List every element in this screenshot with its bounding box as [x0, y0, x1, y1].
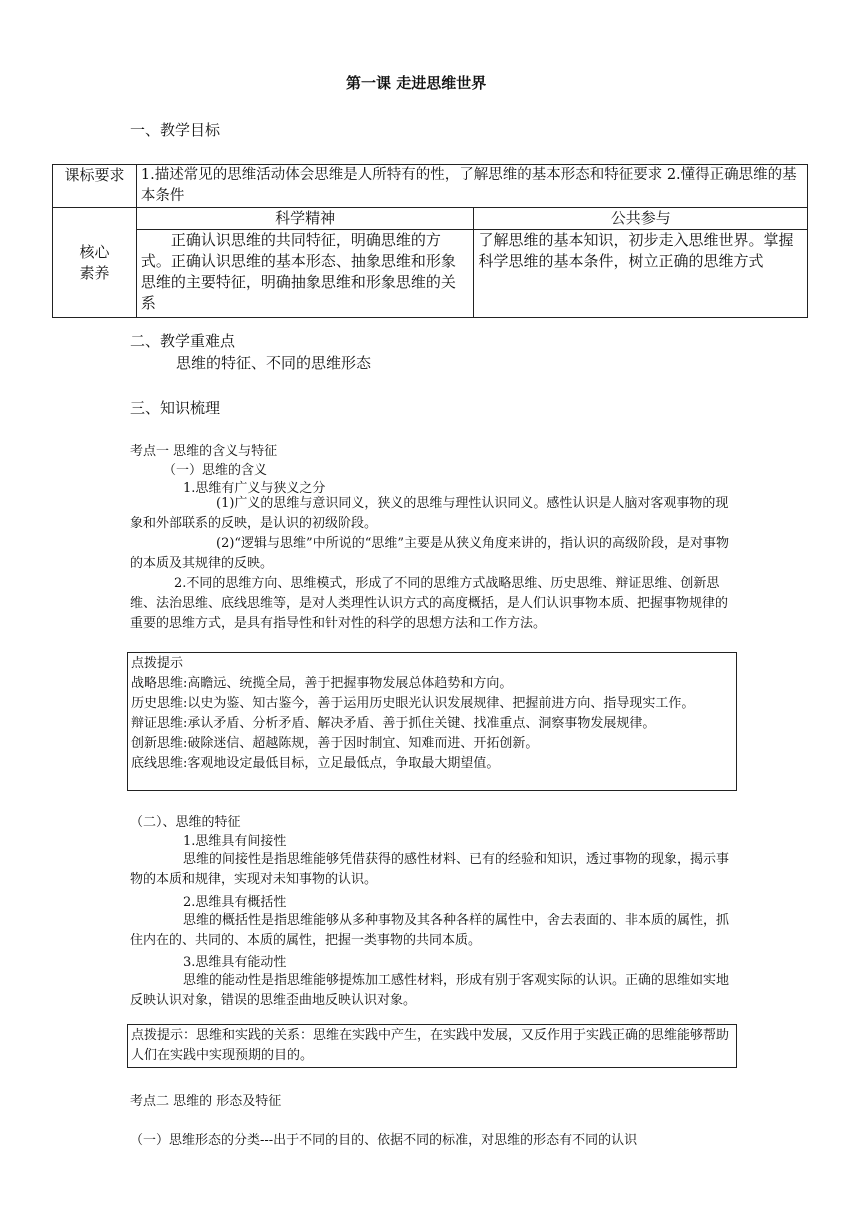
- tip-line-strategic: 战略思维:高瞻远、统揽全局，善于把握事物发展总体趋势和方向。: [131, 676, 513, 691]
- kp1-heading: 考点一 思维的含义与特征: [130, 444, 278, 459]
- kp2-heading: 考点二 思维的 形态及特征: [130, 1094, 282, 1109]
- feature-1-title: 1.思维具有间接性: [183, 834, 287, 849]
- tip-line-dialectical: 辩证思维:承认矛盾、分析矛盾、解决矛盾、善于抓住关键、找准重点、洞察事物发展规律。: [131, 716, 656, 731]
- tip-line-bottom-line: 底线思维:客观地设定最低目标，立足最低点，争取最大期望值。: [131, 756, 500, 771]
- objectives-table: [52, 164, 808, 318]
- tip-box-thinking-modes: [127, 652, 737, 791]
- key-points-text: 思维的特征、不同的思维形态: [176, 354, 372, 372]
- core-label-line-2: 素养: [79, 263, 110, 282]
- tip-line-innovative: 创新思维:破除迷信、超越陈规，善于因时制宜、知难而进、开拓创新。: [131, 736, 539, 751]
- tip-box-thinking-practice: [127, 1024, 737, 1068]
- tip-line-historical: 历史思维:以史为鉴、知古鉴今，善于运用历史眼光认识发展规律、把握前进方向、指导现实工作。: [131, 696, 695, 711]
- tip2-text: 点拨提示：思维和实践的关系：思维在实践中产生，在实践中发展，又反作用于实践正确的思维能够帮助人们在实践中实现预期的目的。: [131, 1028, 730, 1063]
- section-heading-key-points: 二、教学重难点: [130, 332, 236, 350]
- section-heading-knowledge: 三、知识梳理: [130, 399, 221, 417]
- requirement-text: 1.描述常见的思维活动体会思维是人所特有的性，了解思维的基本形态和特征要求 2.懂得正确思维的基本条件: [136, 165, 807, 208]
- core-literacy-label: [53, 208, 137, 318]
- col-header-science: 科学精神: [136, 208, 474, 230]
- feature-1-text: 思维的间接性是指思维能够凭借获得的感性材料、已有的经验和知识，透过事物的现象，揭示事物的本质和规律，实现对未知事物的认识。: [130, 852, 730, 887]
- kp1-paragraph-2: (2)“逻辑与思维”中所说的“思维”主要是从狭义角度来讲的，指认识的高级阶段，是对事物的本质及其规律的反映。: [130, 536, 729, 571]
- feature-3-text: 思维的能动性是指思维能够提炼加工感性材料，形成有别于客观实际的认识。正确的思维如实地反映认识对象，错误的思维歪曲地反映认识对象。: [130, 973, 730, 1008]
- kp1-sub1-heading: （一）思维的含义: [163, 463, 268, 478]
- kp1-item1: 1.思维有广义与狭义之分: [183, 481, 326, 496]
- requirement-label: 课标要求: [53, 165, 137, 208]
- kp1-sub2-heading: （二）、思维的特征: [130, 815, 241, 830]
- core-label-line-1: 核心: [79, 242, 110, 261]
- table-row: [53, 208, 808, 230]
- kp2-sub1-heading: （一）思维形态的分类---出于不同的目的、依据不同的标准，对思维的形态有不同的认识: [130, 1133, 638, 1148]
- section-heading-objectives: 一、教学目标: [130, 121, 221, 139]
- science-spirit-text: 正确认识思维的共同特征，明确思维的方式。正确认识思维的基本形态、抽象思维和形象思维的主要特征，明确抽象思维和形象思维的关系: [136, 230, 474, 318]
- kp1-paragraph-1: (1)广义的思维与意识同义，狭义的思维与理性认识同义。感性认识是人脑对客观事物的现象和外部联系的反映，是认识的初级阶段。: [130, 496, 729, 531]
- tip-box-title: 点拨提示: [131, 656, 184, 671]
- table-row: [53, 165, 808, 208]
- table-row: [53, 230, 808, 318]
- feature-3-title: 3.思维具有能动性: [183, 955, 287, 970]
- col-header-public: 公共参与: [474, 208, 808, 230]
- kp1-paragraph-3: 2.不同的思维方向、思维模式，形成了不同的思维方式战略思维、历史思维、辩证思维、创新思维、法治思维、底线思维等，是对人类理性认识方式的高度概括，是人们认识事物本质、把握事物规律的重要的思维方式，是具有指导性和针对性的科学的思想方法和工作方法。: [130, 576, 729, 631]
- public-participation-text: 了解思维的基本知识，初步走入思维世界。掌握科学思维的基本条件，树立正确的思维方式: [474, 230, 808, 318]
- page-title: 第一课 走进思维世界: [346, 74, 487, 92]
- feature-2-title: 2.思维具有概括性: [183, 895, 287, 910]
- feature-2-text: 思维的概括性是指思维能够从多种事物及其各种各样的属性中，舍去表面的、非本质的属性，抓住内在的、共同的、本质的属性，把握一类事物的共同本质。: [130, 913, 730, 948]
